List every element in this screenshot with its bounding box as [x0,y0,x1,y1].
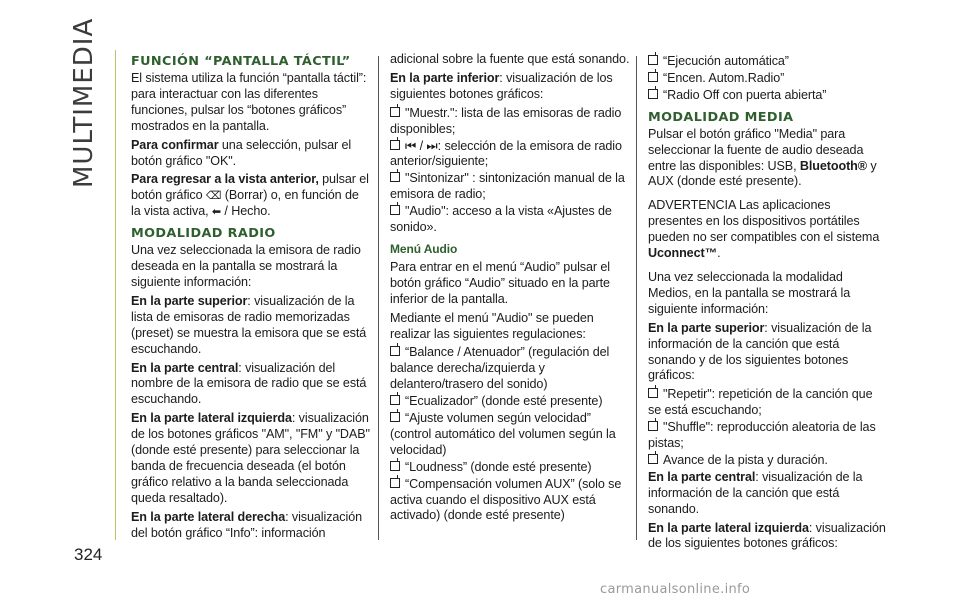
list-item [648,387,888,419]
paragraph [648,127,888,191]
list-item-text: "Audio": acceso a la vista «Ajustes de sonido». [390,204,612,235]
paragraph [648,521,888,553]
paragraph: Para entrar en el menú “Audio” pulsar el botón gráfico “Audio” situado en la parte inferior de la pantalla. [390,259,611,306]
list-item [390,139,630,171]
heading-media-mode: MODALIDAD MEDIA [648,109,794,125]
column-1 [131,44,371,544]
bold-term: En la parte lateral izquierda [131,411,292,426]
list-item-text: “Loudness” (donde esté presente) [405,459,592,474]
text: . [717,246,721,261]
list-item [648,71,888,87]
paragraph: Mediante el menú "Audio" se pueden realizar las siguientes regulaciones: [390,310,594,341]
paragraph [131,138,371,170]
back-arrow-icon: ⬅ [211,205,222,219]
list-item [390,345,630,393]
text: pulsar el botón gráfico [131,172,369,203]
bold-term: En la parte lateral derecha [131,509,286,524]
list-item [390,394,630,410]
bullet-icon [390,412,400,422]
heading-touch-screen: FUNCIÓN “PANTALLA TÁCTIL” [131,54,351,69]
list-item-text: “Ejecución automática” [663,54,789,68]
bullet-icon [390,346,400,356]
list-item [390,477,630,525]
text: : visualización del nombre de la emisora de radio que se está escuchando. [131,360,367,407]
paragraph [131,361,371,409]
text: ADVERTENCIA Las aplicaciones presentes en los dispositivos portátiles pueden no ser compatibles con el sistema [648,198,880,245]
paragraph [131,294,371,358]
sidebar-divider [115,50,116,540]
column-divider [636,56,637,540]
paragraph [648,198,888,262]
paragraph: El sistema utiliza la función “pantalla táctil”: para interactuar con las diferentes funciones, pulsar los “botones gráficos” mostrados en la pantalla. [131,71,367,133]
delete-icon: ⌫ [205,189,222,203]
list-item [648,54,888,70]
text: : visualización del botón gráfico “Info”: información [131,509,363,540]
column-3 [648,54,888,555]
bullet-icon [648,388,658,398]
section-title: MULTIMEDIA [69,17,99,188]
paragraph [131,172,371,220]
bullet-icon [648,421,658,431]
list-item [390,460,630,476]
list-item-text: "Muestr.": lista de las emisoras de radio disponibles; [390,105,622,136]
list-item [390,411,630,459]
bullet-icon [390,461,400,471]
paragraph: Una vez seleccionada la emisora de radio deseada en la pantalla se mostrará la siguiente información: [131,243,361,289]
bullet-icon [390,478,400,488]
bold-term: Bluetooth® [799,158,867,173]
list-item [390,171,630,203]
list-item-text: “Compensación volumen AUX” (solo se activa cuando el dispositivo AUX está activado) (donde esté presente) [390,476,622,523]
paragraph [648,470,888,518]
paragraph [131,411,371,506]
text: (Borrar) o, en función de la vista activa, [131,188,359,219]
bullet-icon [390,140,400,150]
bullet-icon [648,454,658,464]
list-item-text: “Balance / Atenuador” (regulación del balance derecha/izquierda y delantero/trasero del sonido) [390,345,610,392]
list-item-text: “Ecualizador” (donde esté presente) [405,394,603,409]
list-item [390,106,630,138]
paragraph [131,510,371,542]
bold-term: Uconnect™ [648,246,718,261]
paragraph [390,71,630,103]
bold-term: En la parte inferior [390,70,500,85]
paragraph [648,321,888,385]
bullet-icon [390,395,400,405]
text: : visualización de la lista de emisoras de radio memorizadas (preset) se muestra la emisora que se está escuchando. [131,293,367,356]
list-item-text: “Encen. Autom.Radio” [663,70,785,85]
list-item-text: "Shuffle": reproducción aleatoria de las pistas; [648,420,876,451]
list-item [648,88,888,104]
bullet-icon [390,172,400,182]
list-item [390,204,630,236]
text: : visualización de la información de la canción que está sonando. [648,469,863,516]
column-divider [378,56,379,540]
bullet-icon [390,205,400,215]
bullet-icon [648,55,658,65]
text: / Hecho. [221,204,271,219]
bold-term: Para regresar a la vista anterior, [131,172,319,187]
text: : visualización de los siguientes botones gráficos: [648,520,886,551]
heading-radio-mode: MODALIDAD RADIO [131,226,276,242]
bold-term: En la parte superior [131,293,248,308]
list-item-text: "Repetir": repetición de la canción que se está escuchando; [648,387,873,418]
bold-term: Para confirmar [131,137,219,152]
list-item-text: “Radio Off con puerta abierta” [663,87,827,102]
list-item [648,453,888,469]
list-item-text: "Sintonizar" : sintonización manual de la emisora de radio; [390,171,625,202]
text: : visualización de los botones gráficos "AM", "FM" y "DAB" (donde esté presente) para seleccionar la banda de frecuencia deseada (el botón gráfico relativo a la banda seleccionada queda resaltado). [131,411,370,505]
bullet-icon [648,72,658,82]
heading-audio-menu: Menú Audio [390,241,458,256]
list-item-text: “Ajuste volumen según velocidad” (control automático del volumen según la velocidad) [390,411,616,457]
paragraph: Una vez seleccionada la modalidad Medios, en la pantalla se mostrará la siguiente información: [648,269,851,316]
bold-term: En la parte lateral izquierda [648,520,809,535]
bold-term: En la parte superior [648,320,765,335]
list-item-text: Avance de la pista y duración. [663,452,828,467]
bullet-icon [648,89,658,99]
list-item-text: ⏮ / ⏭: selección de la emisora de radio anterior/siguiente; [390,138,622,169]
bold-term: En la parte central [648,469,756,484]
column-2 [390,52,630,525]
list-item [648,420,888,452]
text: : visualización de la información de la canción que está sonando y de los siguientes botones gráficos: [648,320,872,383]
text: y AUX (donde esté presente). [648,158,877,189]
watermark: carmanualsonline.info [600,582,751,597]
bold-term: En la parte central [131,360,239,375]
text: : visualización de los siguientes botones gráficos: [390,70,613,101]
bullet-icon [390,107,400,117]
text: Pulsar el botón gráfico "Media" para seleccionar la fuente de audio deseada entre las disponibles: USB, [648,126,864,173]
paragraph: adicional sobre la fuente que está sonando. [390,52,630,66]
text: una selección, pulsar el botón gráfico "OK". [131,137,352,168]
page-number: 324 [74,545,103,564]
